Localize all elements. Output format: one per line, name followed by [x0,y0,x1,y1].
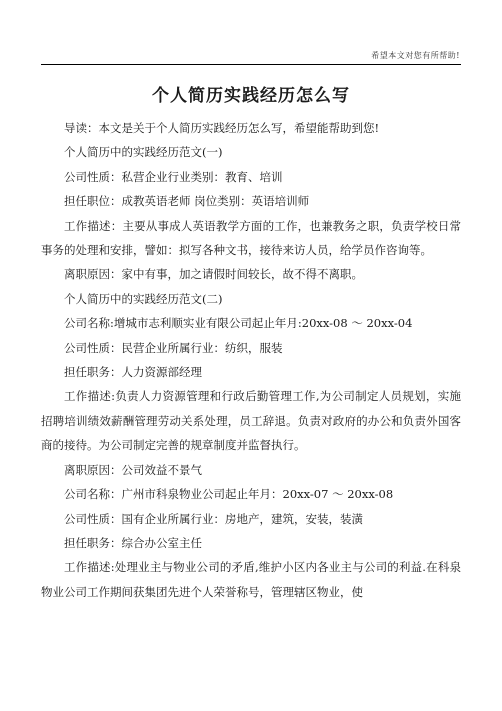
paragraph: 担任职务：人力资源部经理 [64,365,202,380]
header-note: 希望本文对您有所帮助! [371,51,460,60]
paragraph-intro: 导读：本文是关于个人简历实践经历怎么写，希望能帮助到您! [64,121,380,135]
paragraph: 离职原因：公司效益不景气 [64,462,202,477]
paragraph: 工作描述:处理业主与物业公司的矛盾,维护小区内各业主与公司的利益.在科泉物业公司工作期间获集团先进个人荣誉称号，管理辖区物业，使 [41,560,461,599]
paragraph: 工作描述:负责人力资源管理和行政后勤管理工作,为公司制定人员规划，实施招聘培训绩效薪酬管理劳动关系处理，员工辞退。负责对政府的办公和负责外国客商的接待。为公司制定完善的规章制度并监督执行。 [41,389,461,453]
paragraph: 担任职位：成教英语老师 岗位类别：英语培训师 [64,194,310,209]
paragraph: 公司性质：民营企业所属行业：纺织，服装 [64,340,283,355]
section-heading-2: 个人简历中的实践经历范文(二) [64,291,223,306]
section-heading-1: 个人简历中的实践经历范文(一) [64,145,223,160]
paragraph: 公司名称:增城市志利顺实业有限公司起止年月:20xx-08 ～ 20xx-04 [64,316,413,331]
paragraph: 公司性质：国有企业所属行业：房地产，建筑，安装，装潢 [64,511,363,526]
paragraph: 工作描述：主要从事成人英语教学方面的工作，也兼教务之职，负责学校日常事务的处理和安排，譬如：拟写各种文书，接待来访人员，给学员作咨询等。 [41,218,461,258]
paragraph: 公司名称：广州市科泉物业公司起止年月：20xx-07 ～ 20xx-08 [64,487,394,502]
page-title: 个人简历实践经历怎么写 [152,86,350,106]
article-body [41,116,461,604]
paragraph: 担任职务：综合办公室主任 [64,535,202,550]
paragraph: 离职原因：家中有事，加之请假时间较长，故不得不离职。 [64,267,363,282]
header-divider [41,64,461,65]
paragraph: 公司性质：私营企业行业类别：教育、培训 [64,169,283,184]
